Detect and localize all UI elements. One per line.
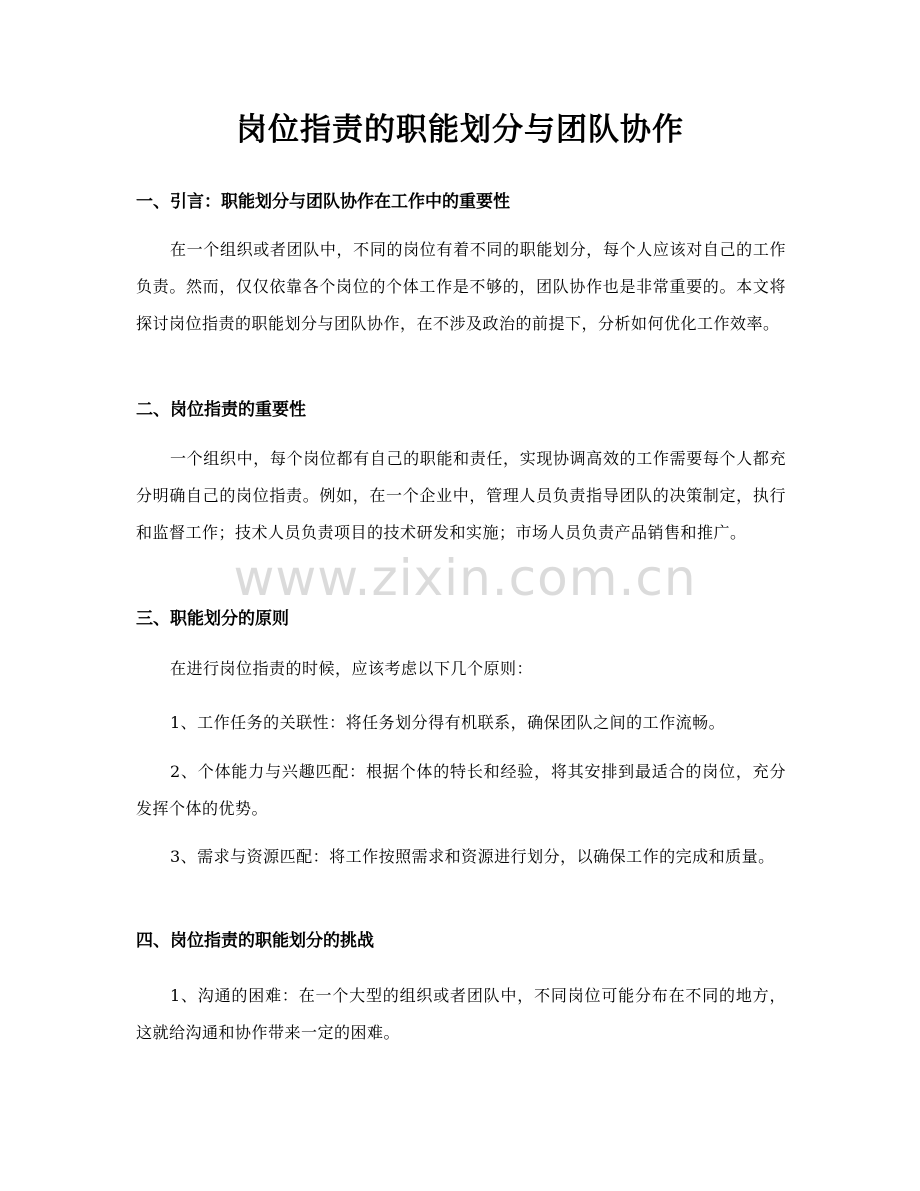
- section-heading-introduction: 一、引言：职能划分与团队协作在工作中的重要性: [136, 192, 510, 212]
- paragraph-importance: 一个组织中，每个岗位都有自己的职能和责任，实现协调高效的工作需要每个人都充分明确自己的岗位指责。例如，在一个企业中，管理人员负责指导团队的决策制定，执行和监督工作；技术人员负责项目的技术研发和实施；市场人员负责产品销售和推广。: [136, 449, 786, 542]
- watermark: www.zixin.com.cn: [233, 549, 697, 607]
- paragraph-principle-1: 1、工作任务的关联性：将任务划分得有机联系，确保团队之间的工作流畅。: [170, 713, 726, 732]
- section-heading-principles: 三、职能划分的原则: [136, 609, 289, 629]
- paragraph-challenge-1: 1、沟通的困难：在一个大型的组织或者团队中，不同岗位可能分布在不同的地方，这就给沟通和协作带来一定的困难。: [136, 986, 786, 1042]
- section-heading-challenges: 四、岗位指责的职能划分的挑战: [136, 931, 374, 951]
- paragraph-principles-intro: 在进行岗位指责的时候，应该考虑以下几个原则：: [170, 659, 534, 678]
- paragraph-principle-2: 2、个体能力与兴趣匹配：根据个体的特长和经验，将其安排到最适合的岗位，充分发挥个体的优势。: [136, 762, 786, 818]
- paragraph-principle-3: 3、需求与资源匹配：将工作按照需求和资源进行划分，以确保工作的完成和质量。: [170, 847, 775, 866]
- paragraph-introduction: 在一个组织或者团队中，不同的岗位有着不同的职能划分，每个人应该对自己的工作负责。然而，仅仅依靠各个岗位的个体工作是不够的，团队协作也是非常重要的。本文将探讨岗位指责的职能划分与团队协作，在不涉及政治的前提下，分析如何优化工作效率。: [136, 240, 786, 333]
- section-heading-importance: 二、岗位指责的重要性: [136, 400, 306, 420]
- page-title: 岗位指责的职能划分与团队协作: [236, 112, 684, 148]
